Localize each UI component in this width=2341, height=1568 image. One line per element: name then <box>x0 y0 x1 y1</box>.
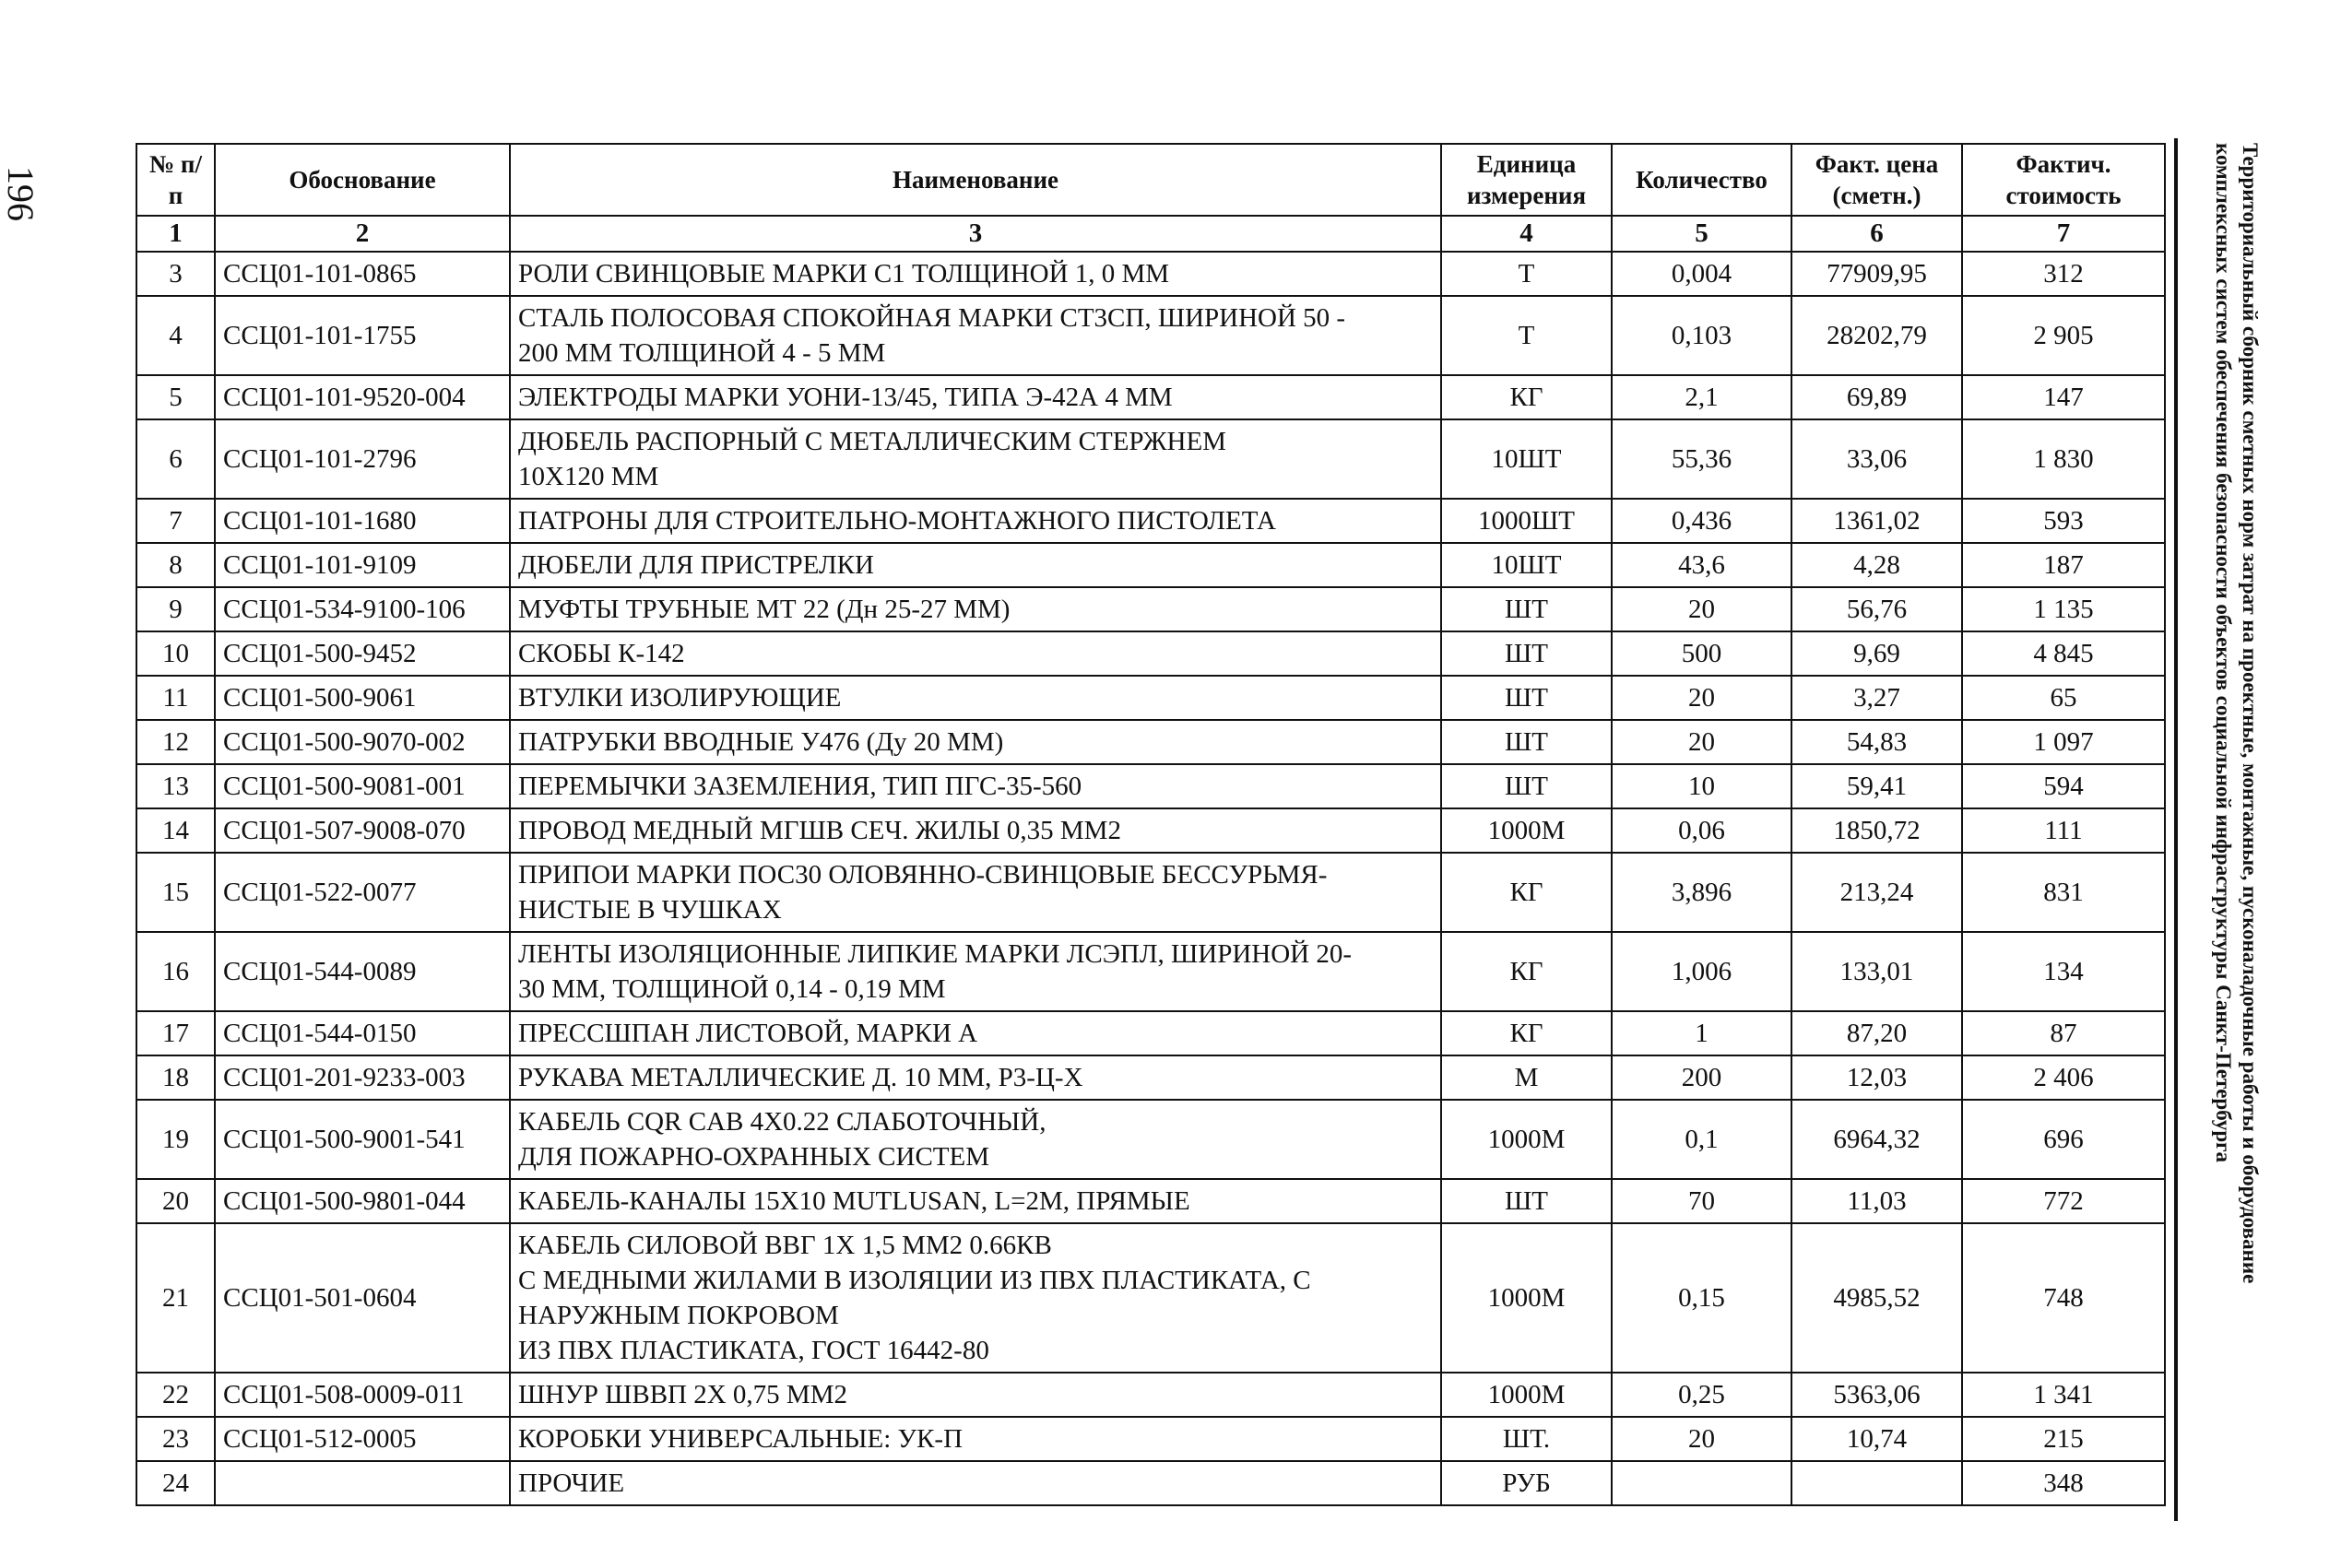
row-quantity-cell: 55,36 <box>1612 419 1791 499</box>
row-basis-cell <box>215 1461 510 1505</box>
row-name-cell: ПАТРУБКИ ВВОДНЫЕ У476 (Ду 20 ММ) <box>510 720 1441 764</box>
row-number-cell: 19 <box>136 1100 215 1179</box>
column-number-row <box>136 216 2165 252</box>
page-number: 196 <box>0 166 41 221</box>
side-rule <box>2174 138 2178 1521</box>
header-name: Наименование <box>510 144 1441 216</box>
row-basis-cell: ССЦ01-201-9233-003 <box>215 1055 510 1100</box>
row-number-cell: 3 <box>136 252 215 296</box>
column-number: 6 <box>1791 216 1962 252</box>
row-quantity-cell: 70 <box>1612 1179 1791 1223</box>
row-price-cell: 54,83 <box>1791 720 1962 764</box>
header-basis: Обоснование <box>215 144 510 216</box>
table-row <box>136 252 2165 296</box>
table-row <box>136 543 2165 587</box>
row-price-cell: 3,27 <box>1791 676 1962 720</box>
row-unit-cell: Т <box>1441 296 1612 375</box>
row-basis-cell: ССЦ01-101-2796 <box>215 419 510 499</box>
row-number-cell: 10 <box>136 631 215 676</box>
row-price-cell: 11,03 <box>1791 1179 1962 1223</box>
table-row <box>136 419 2165 499</box>
header-cost: Фактич. стоимость <box>1962 144 2165 216</box>
row-price-cell: 1850,72 <box>1791 808 1962 853</box>
estimate-table <box>136 143 2166 1506</box>
row-price-cell: 4,28 <box>1791 543 1962 587</box>
row-cost-cell: 2 406 <box>1962 1055 2165 1100</box>
row-cost-cell: 215 <box>1962 1417 2165 1461</box>
row-cost-cell: 147 <box>1962 375 2165 419</box>
row-basis-cell: ССЦ01-500-9001-541 <box>215 1100 510 1179</box>
row-name-cell: КАБЕЛЬ CQR CAB 4X0.22 СЛАБОТОЧНЫЙ, ДЛЯ ПОЖАРНО-ОХРАННЫХ СИСТЕМ <box>510 1100 1441 1179</box>
row-unit-cell: ШТ. <box>1441 1417 1612 1461</box>
row-quantity-cell: 20 <box>1612 1417 1791 1461</box>
row-quantity-cell: 2,1 <box>1612 375 1791 419</box>
row-unit-cell: 10ШТ <box>1441 543 1612 587</box>
table-row <box>136 1417 2165 1461</box>
row-name-cell: КАБЕЛЬ-КАНАЛЫ 15Х10 MUTLUSAN, L=2М, ПРЯМЫЕ <box>510 1179 1441 1223</box>
row-quantity-cell: 0,25 <box>1612 1373 1791 1417</box>
row-quantity-cell: 500 <box>1612 631 1791 676</box>
column-number: 4 <box>1441 216 1612 252</box>
table-row <box>136 1055 2165 1100</box>
row-cost-cell: 696 <box>1962 1100 2165 1179</box>
row-quantity-cell: 0,004 <box>1612 252 1791 296</box>
row-price-cell: 12,03 <box>1791 1055 1962 1100</box>
row-price-cell: 1361,02 <box>1791 499 1962 543</box>
row-price-cell: 56,76 <box>1791 587 1962 631</box>
row-number-cell: 22 <box>136 1373 215 1417</box>
row-number-cell: 8 <box>136 543 215 587</box>
row-name-cell: КАБЕЛЬ СИЛОВОЙ ВВГ 1Х 1,5 ММ2 0.66КВ С МЕДНЫМИ ЖИЛАМИ В ИЗОЛЯЦИИ ИЗ ПВХ ПЛАСТИКАТА, С НАРУЖНЫМ ПОКРОВОМ ИЗ ПВХ ПЛАСТИКАТА, ГОСТ 16442-80 <box>510 1223 1441 1373</box>
row-price-cell: 77909,95 <box>1791 252 1962 296</box>
row-number-cell: 23 <box>136 1417 215 1461</box>
table-row <box>136 1179 2165 1223</box>
row-unit-cell: 10ШТ <box>1441 419 1612 499</box>
header-num: № п/п <box>136 144 215 216</box>
row-basis-cell: ССЦ01-544-0089 <box>215 932 510 1011</box>
row-basis-cell: ССЦ01-512-0005 <box>215 1417 510 1461</box>
row-cost-cell: 1 830 <box>1962 419 2165 499</box>
table-row <box>136 764 2165 808</box>
row-cost-cell: 593 <box>1962 499 2165 543</box>
row-quantity-cell: 20 <box>1612 720 1791 764</box>
row-cost-cell: 187 <box>1962 543 2165 587</box>
row-cost-cell: 772 <box>1962 1179 2165 1223</box>
row-name-cell: РОЛИ СВИНЦОВЫЕ МАРКИ С1 ТОЛЩИНОЙ 1, 0 ММ <box>510 252 1441 296</box>
row-basis-cell: ССЦ01-534-9100-106 <box>215 587 510 631</box>
row-number-cell: 6 <box>136 419 215 499</box>
row-cost-cell: 1 341 <box>1962 1373 2165 1417</box>
table-row <box>136 720 2165 764</box>
header-qty: Количество <box>1612 144 1791 216</box>
side-title <box>2210 143 2264 1283</box>
row-unit-cell: КГ <box>1441 375 1612 419</box>
row-name-cell: ПАТРОНЫ ДЛЯ СТРОИТЕЛЬНО-МОНТАЖНОГО ПИСТОЛЕТА <box>510 499 1441 543</box>
row-name-cell: ПРОВОД МЕДНЫЙ МГШВ СЕЧ. ЖИЛЫ 0,35 ММ2 <box>510 808 1441 853</box>
row-price-cell: 69,89 <box>1791 375 1962 419</box>
row-unit-cell: 1000М <box>1441 1223 1612 1373</box>
header-price: Факт. цена (сметн.) <box>1791 144 1962 216</box>
table-body <box>136 252 2165 1505</box>
row-unit-cell: Т <box>1441 252 1612 296</box>
row-price-cell <box>1791 1461 1962 1505</box>
row-cost-cell: 1 097 <box>1962 720 2165 764</box>
row-quantity-cell: 0,15 <box>1612 1223 1791 1373</box>
row-unit-cell: 1000М <box>1441 1373 1612 1417</box>
row-name-cell: ПРОЧИЕ <box>510 1461 1441 1505</box>
row-cost-cell: 1 135 <box>1962 587 2165 631</box>
row-price-cell: 4985,52 <box>1791 1223 1962 1373</box>
row-quantity-cell: 1 <box>1612 1011 1791 1055</box>
row-unit-cell: 1000М <box>1441 808 1612 853</box>
table-row <box>136 1461 2165 1505</box>
row-basis-cell: ССЦ01-101-1755 <box>215 296 510 375</box>
row-name-cell: ШНУР ШВВП 2Х 0,75 ММ2 <box>510 1373 1441 1417</box>
row-price-cell: 9,69 <box>1791 631 1962 676</box>
row-number-cell: 15 <box>136 853 215 932</box>
row-unit-cell: КГ <box>1441 932 1612 1011</box>
row-quantity-cell: 1,006 <box>1612 932 1791 1011</box>
row-unit-cell: КГ <box>1441 853 1612 932</box>
row-quantity-cell: 3,896 <box>1612 853 1791 932</box>
row-number-cell: 9 <box>136 587 215 631</box>
column-number: 3 <box>510 216 1441 252</box>
row-cost-cell: 831 <box>1962 853 2165 932</box>
row-cost-cell: 312 <box>1962 252 2165 296</box>
row-basis-cell: ССЦ01-507-9008-070 <box>215 808 510 853</box>
row-unit-cell: ШТ <box>1441 587 1612 631</box>
row-price-cell: 87,20 <box>1791 1011 1962 1055</box>
row-quantity-cell: 20 <box>1612 587 1791 631</box>
row-number-cell: 20 <box>136 1179 215 1223</box>
row-number-cell: 5 <box>136 375 215 419</box>
column-number: 2 <box>215 216 510 252</box>
table-row <box>136 1373 2165 1417</box>
table-row <box>136 853 2165 932</box>
row-name-cell: СТАЛЬ ПОЛОСОВАЯ СПОКОЙНАЯ МАРКИ СТ3СП, ШИРИНОЙ 50 - 200 ММ ТОЛЩИНОЙ 4 - 5 ММ <box>510 296 1441 375</box>
row-cost-cell: 65 <box>1962 676 2165 720</box>
row-number-cell: 14 <box>136 808 215 853</box>
row-basis-cell: ССЦ01-500-9801-044 <box>215 1179 510 1223</box>
row-quantity-cell: 43,6 <box>1612 543 1791 587</box>
row-quantity-cell: 0,1 <box>1612 1100 1791 1179</box>
row-number-cell: 4 <box>136 296 215 375</box>
row-name-cell: КОРОБКИ УНИВЕРСАЛЬНЫЕ: УК-П <box>510 1417 1441 1461</box>
row-cost-cell: 111 <box>1962 808 2165 853</box>
row-name-cell: ПЕРЕМЫЧКИ ЗАЗЕМЛЕНИЯ, ТИП ПГС-35-560 <box>510 764 1441 808</box>
row-unit-cell: ШТ <box>1441 1179 1612 1223</box>
row-quantity-cell: 0,436 <box>1612 499 1791 543</box>
row-price-cell: 5363,06 <box>1791 1373 1962 1417</box>
row-basis-cell: ССЦ01-101-1680 <box>215 499 510 543</box>
row-number-cell: 18 <box>136 1055 215 1100</box>
column-number: 1 <box>136 216 215 252</box>
row-cost-cell: 4 845 <box>1962 631 2165 676</box>
row-name-cell: РУКАВА МЕТАЛЛИЧЕСКИЕ Д. 10 ММ, Р3-Ц-Х <box>510 1055 1441 1100</box>
row-name-cell: ЭЛЕКТРОДЫ МАРКИ УОНИ-13/45, ТИПА Э-42А 4 ММ <box>510 375 1441 419</box>
row-price-cell: 33,06 <box>1791 419 1962 499</box>
row-unit-cell: ШТ <box>1441 631 1612 676</box>
row-basis-cell: ССЦ01-508-0009-011 <box>215 1373 510 1417</box>
row-unit-cell: ШТ <box>1441 676 1612 720</box>
row-basis-cell: ССЦ01-101-0865 <box>215 252 510 296</box>
row-basis-cell: ССЦ01-500-9081-001 <box>215 764 510 808</box>
table-row <box>136 1223 2165 1373</box>
row-basis-cell: ССЦ01-500-9452 <box>215 631 510 676</box>
column-number: 7 <box>1962 216 2165 252</box>
row-quantity-cell <box>1612 1461 1791 1505</box>
row-price-cell: 133,01 <box>1791 932 1962 1011</box>
table-row <box>136 631 2165 676</box>
header-row <box>136 144 2165 216</box>
row-name-cell: ДЮБЕЛИ ДЛЯ ПРИСТРЕЛКИ <box>510 543 1441 587</box>
table-row <box>136 296 2165 375</box>
row-number-cell: 13 <box>136 764 215 808</box>
row-cost-cell: 748 <box>1962 1223 2165 1373</box>
table-row <box>136 1100 2165 1179</box>
row-unit-cell: 1000ШТ <box>1441 499 1612 543</box>
row-price-cell: 213,24 <box>1791 853 1962 932</box>
row-price-cell: 59,41 <box>1791 764 1962 808</box>
table-row <box>136 676 2165 720</box>
row-basis-cell: ССЦ01-101-9109 <box>215 543 510 587</box>
table-row <box>136 375 2165 419</box>
row-unit-cell: КГ <box>1441 1011 1612 1055</box>
row-basis-cell: ССЦ01-101-9520-004 <box>215 375 510 419</box>
row-quantity-cell: 10 <box>1612 764 1791 808</box>
row-number-cell: 16 <box>136 932 215 1011</box>
row-cost-cell: 594 <box>1962 764 2165 808</box>
row-number-cell: 21 <box>136 1223 215 1373</box>
table-row <box>136 587 2165 631</box>
table-row <box>136 808 2165 853</box>
row-number-cell: 11 <box>136 676 215 720</box>
row-name-cell: СКОБЫ К-142 <box>510 631 1441 676</box>
row-unit-cell: 1000М <box>1441 1100 1612 1179</box>
row-cost-cell: 2 905 <box>1962 296 2165 375</box>
side-title-line-1: Территориальный сборник сметных норм затрат на проектные, монтажные, пусконаладочные работы и оборудование <box>2239 143 2262 1284</box>
row-name-cell: ДЮБЕЛЬ РАСПОРНЫЙ С МЕТАЛЛИЧЕСКИМ СТЕРЖНЕМ 10Х120 ММ <box>510 419 1441 499</box>
row-price-cell: 28202,79 <box>1791 296 1962 375</box>
row-cost-cell: 87 <box>1962 1011 2165 1055</box>
column-number: 5 <box>1612 216 1791 252</box>
row-unit-cell: РУБ <box>1441 1461 1612 1505</box>
side-title-line-2: комплексных систем обеспечения безопасности объектов социальной инфраструктуры Санкт-Петербурга <box>2212 143 2235 1163</box>
row-name-cell: ПРЕССШПАН ЛИСТОВОЙ, МАРКИ А <box>510 1011 1441 1055</box>
row-number-cell: 24 <box>136 1461 215 1505</box>
row-quantity-cell: 0,103 <box>1612 296 1791 375</box>
row-price-cell: 10,74 <box>1791 1417 1962 1461</box>
row-name-cell: ЛЕНТЫ ИЗОЛЯЦИОННЫЕ ЛИПКИЕ МАРКИ ЛСЭПЛ, ШИРИНОЙ 20- 30 ММ, ТОЛЩИНОЙ 0,14 - 0,19 ММ <box>510 932 1441 1011</box>
row-basis-cell: ССЦ01-544-0150 <box>215 1011 510 1055</box>
row-basis-cell: ССЦ01-522-0077 <box>215 853 510 932</box>
row-unit-cell: М <box>1441 1055 1612 1100</box>
row-number-cell: 17 <box>136 1011 215 1055</box>
row-basis-cell: ССЦ01-500-9061 <box>215 676 510 720</box>
table-row <box>136 932 2165 1011</box>
row-number-cell: 7 <box>136 499 215 543</box>
row-name-cell: МУФТЫ ТРУБНЫЕ МТ 22 (Дн 25-27 ММ) <box>510 587 1441 631</box>
row-quantity-cell: 200 <box>1612 1055 1791 1100</box>
row-price-cell: 6964,32 <box>1791 1100 1962 1179</box>
row-quantity-cell: 20 <box>1612 676 1791 720</box>
header-unit: Единица измерения <box>1441 144 1612 216</box>
table-row <box>136 499 2165 543</box>
row-quantity-cell: 0,06 <box>1612 808 1791 853</box>
row-number-cell: 12 <box>136 720 215 764</box>
row-basis-cell: ССЦ01-500-9070-002 <box>215 720 510 764</box>
row-cost-cell: 348 <box>1962 1461 2165 1505</box>
row-name-cell: ВТУЛКИ ИЗОЛИРУЮЩИЕ <box>510 676 1441 720</box>
row-basis-cell: ССЦ01-501-0604 <box>215 1223 510 1373</box>
row-cost-cell: 134 <box>1962 932 2165 1011</box>
row-unit-cell: ШТ <box>1441 764 1612 808</box>
row-unit-cell: ШТ <box>1441 720 1612 764</box>
table-row <box>136 1011 2165 1055</box>
row-name-cell: ПРИПОИ МАРКИ ПОС30 ОЛОВЯННО-СВИНЦОВЫЕ БЕССУРЬМЯ- НИСТЫЕ В ЧУШКАХ <box>510 853 1441 932</box>
